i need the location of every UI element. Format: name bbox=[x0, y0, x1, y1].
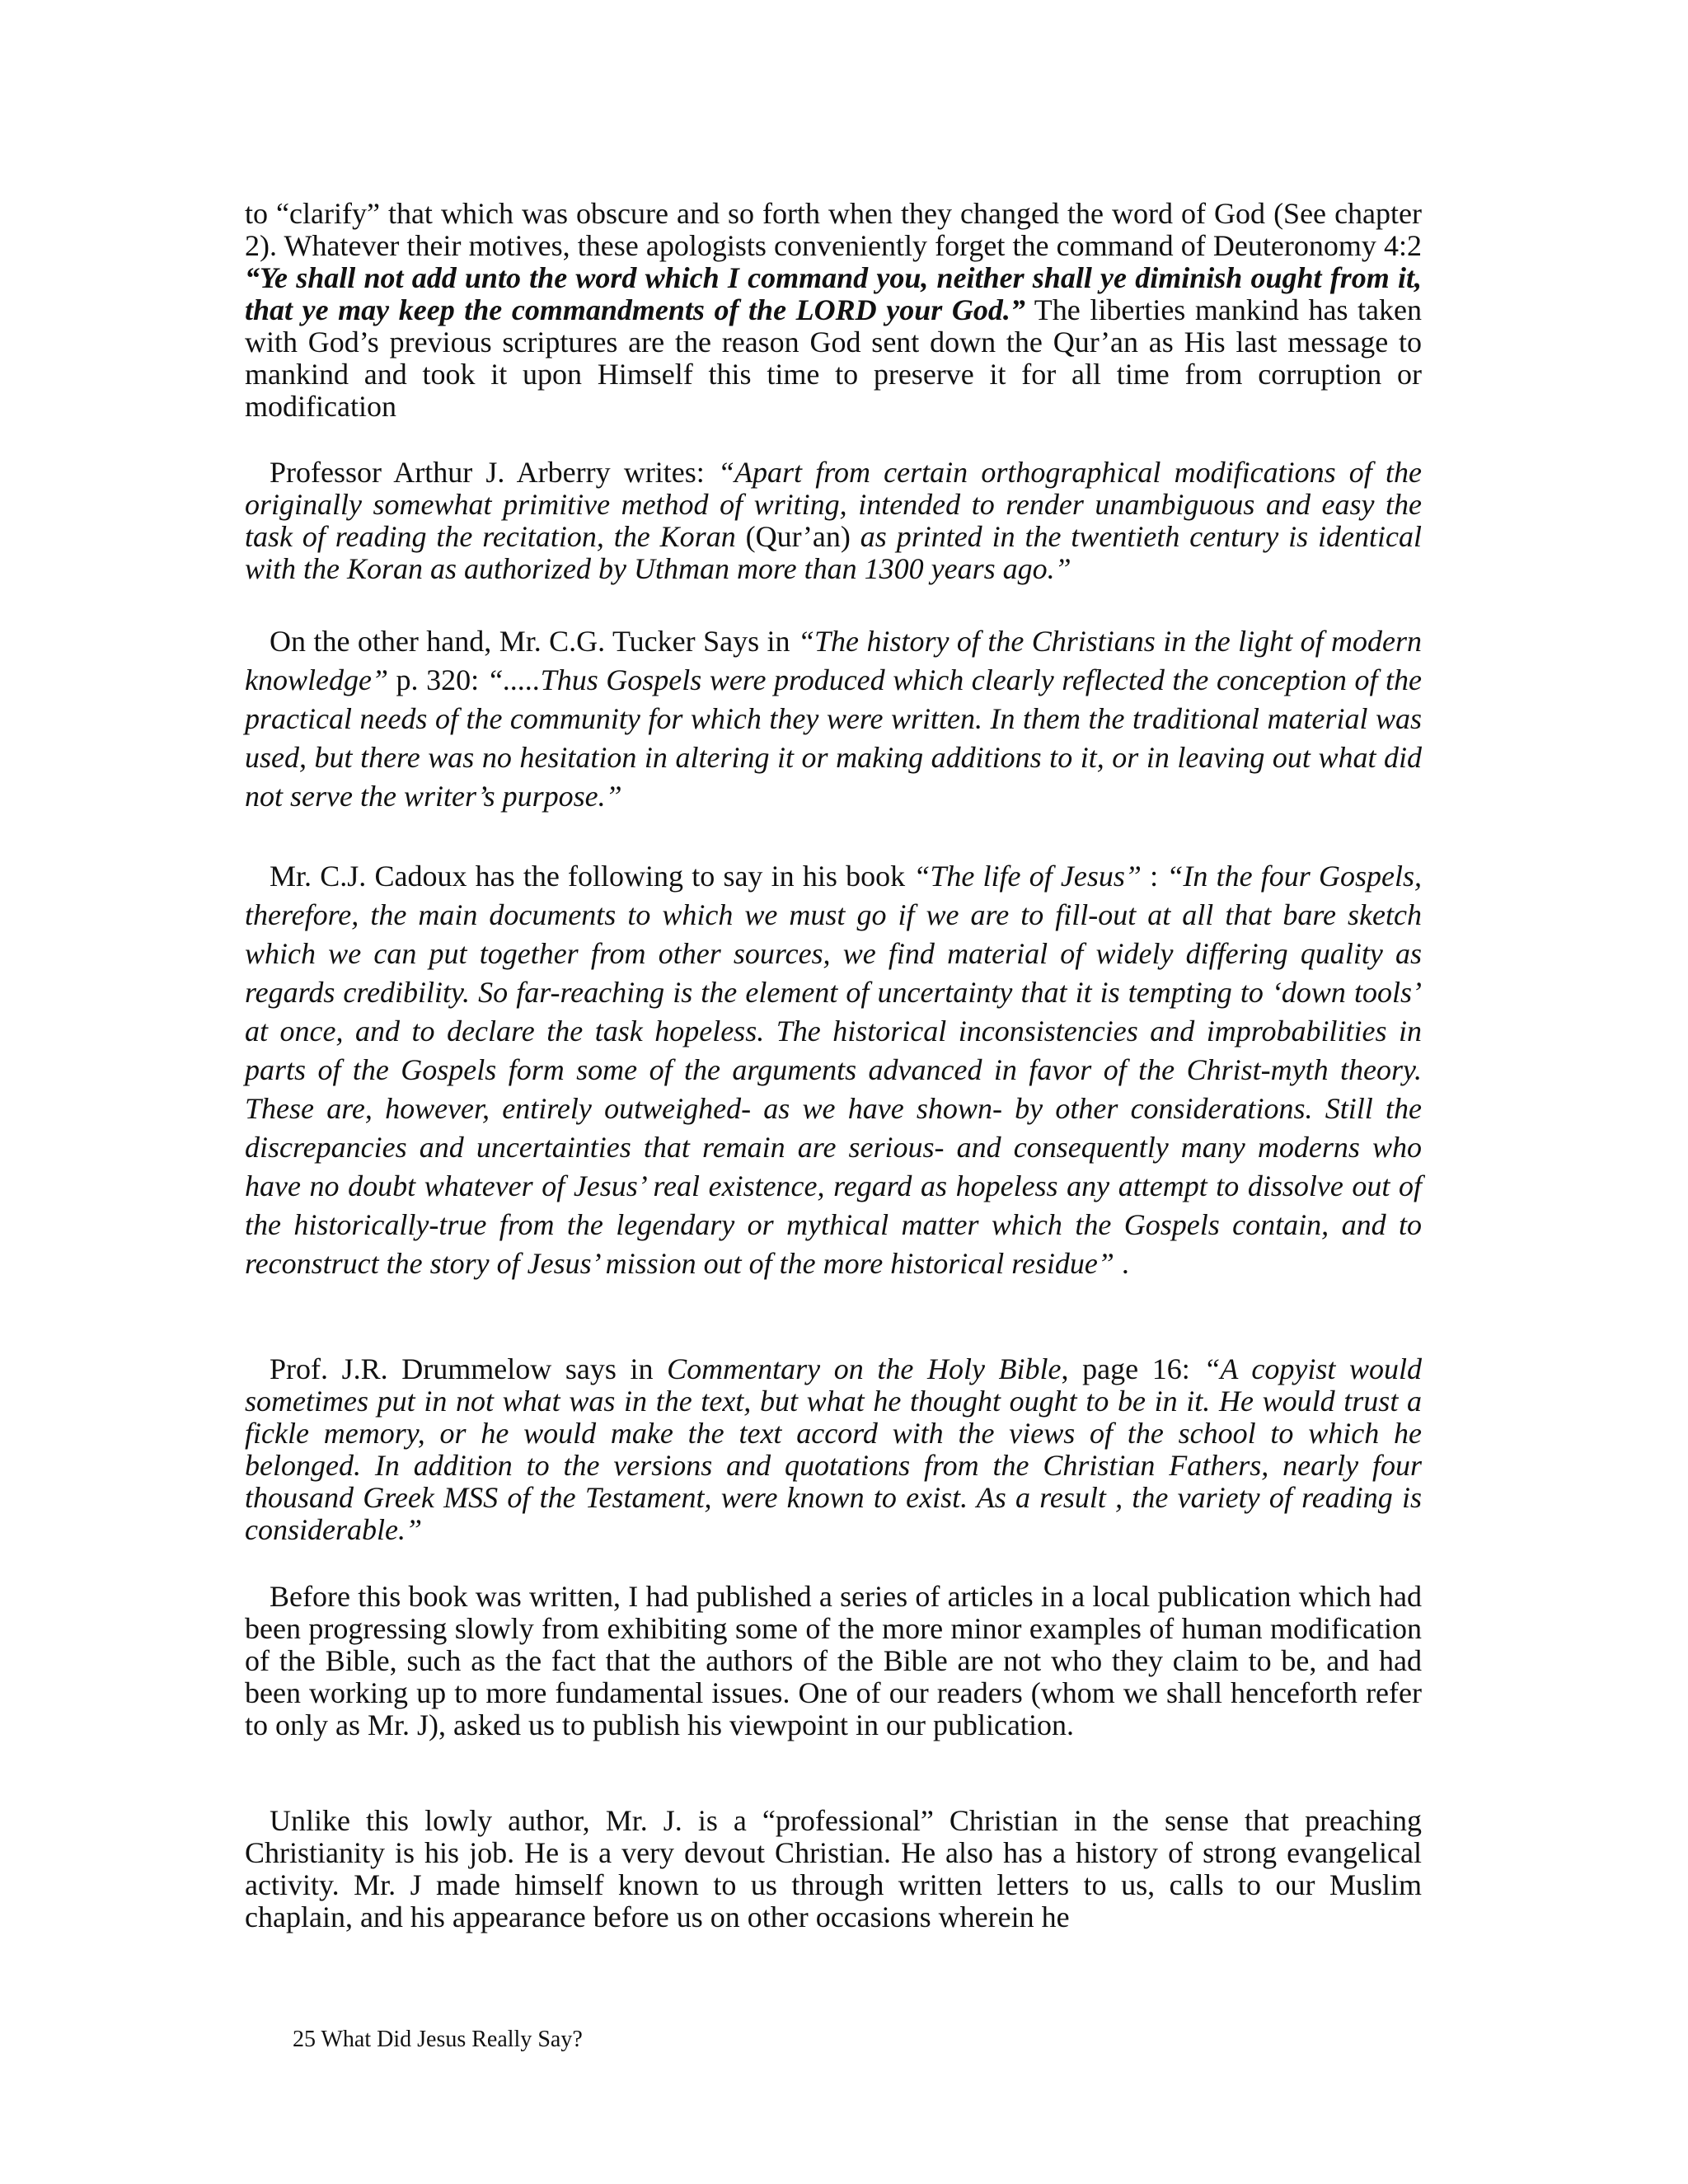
paragraph-background bbox=[245, 1581, 1422, 1741]
book-title: “The history of the Christians in the light of modern knowledge” bbox=[245, 625, 1423, 696]
arberry-quote: as printed in the twentieth century is identical with the Koran as authorized by Uthman more than 1300 years ago.” bbox=[245, 520, 1422, 585]
paragraph-text: Prof. J.R. Drummelow says in bbox=[270, 1352, 668, 1385]
book-title: Commentary on the Holy Bible bbox=[667, 1352, 1062, 1385]
page-footer: 25 What Did Jesus Really Say? bbox=[293, 2027, 583, 2052]
scripture-quote: “Ye shall not add unto the word which I command you, neither shall ye diminish ought from it, that ye may keep the commandments of the LORD your God.” bbox=[245, 261, 1422, 326]
paragraph-text: : bbox=[1141, 860, 1167, 893]
paragraph-deuteronomy bbox=[245, 198, 1422, 423]
paragraph-text: Mr. C.J. Cadoux has the following to say in his book bbox=[270, 860, 914, 893]
arberry-quote: “Apart from certain orthographical modifications of the originally somewhat primitive method of writing, intended to render unambiguous and easy the task of reading the recitation, the Koran bbox=[245, 456, 1423, 553]
paragraph-text: to “clarify” that which was obscure and so forth when they changed the word of God (See chapter 2). Whatever their motives, these apologists conveniently forget the command of Deuteronomy 4:2 bbox=[245, 197, 1422, 262]
paragraph-text: Unlike this lowly author, Mr. J. is a “professional” Christian in the sense that preaching Christianity is his job. He is a very devout Christian. He also has a history of strong evangelical activity. Mr. J made himself known to us through written letters to us, calls to our Muslim chaplain, and his appearance before us on other occasions wherein he bbox=[245, 1804, 1422, 1933]
page-reference: p. 320: bbox=[387, 663, 487, 696]
paragraph-text: Before this book was written, I had published a series of articles in a local publication which had been progressing slowly from exhibiting some of the more minor examples of human modification of the Bible, such as the fact that the authors of the Bible are not who they claim to be, and had been working up to more fundamental issues. One of our readers (whom we shall henceforth refer to only as Mr. J), asked us to publish his viewpoint in our publication. bbox=[245, 1580, 1422, 1741]
paragraph-text: . bbox=[1114, 1247, 1129, 1280]
paragraph-tucker bbox=[245, 622, 1422, 816]
paragraph-arberry bbox=[245, 457, 1422, 585]
paragraph-text: On the other hand, Mr. C.G. Tucker Says in bbox=[270, 625, 798, 658]
paragraph-drummelow bbox=[245, 1353, 1422, 1546]
paragraph-text: Professor Arthur J. Arberry writes: bbox=[270, 456, 719, 489]
page-reference: , page 16: bbox=[1061, 1352, 1204, 1385]
tucker-quote: “.....Thus Gospels were produced which clearly reflected the conception of the practical needs of the community for which they were written. In them the traditional material was used, but there was no hesitation in altering it or making additions to it, or in leaving out what did not serve the writer’s purpose.” bbox=[245, 663, 1422, 813]
book-title: “The life of Jesus” bbox=[913, 860, 1142, 893]
cadoux-quote: “In the four Gospels, therefore, the main documents to which we must go if we are to fill-out at all that bare sketch which we can put together from other sources, we find material of widely differing quality as regards credibility. So far-reaching is the element of uncertainty that it is tempting to ‘down tools’ at once, and to declare the task hopeless. The historical inconsistencies and improbabilities in parts of the Gospels form some of the arguments advanced in favor of the Christ-myth theory. These are, however, entirely outweighed- as we have shown- by other considerations. Still the discrepancies and uncertainties that remain are serious- and consequently many moderns who have no doubt whatever of Jesus’ real existence, regard as hopeless any attempt to dissolve out of the historically-true from the legendary or mythical matter which the Gospels contain, and to reconstruct the story of Jesus’ mission out of the more historical residue” bbox=[245, 860, 1422, 1280]
drummelow-quote: “A copyist would sometimes put in not what was in the text, but what he thought ought to be in it. He would trust a fickle memory, or he would make the text accord with the views of the school to which he belonged. In addition to the versions and quotations from the Christian Fathers, nearly four thousand Greek MSS of the Testament, were known to exist. As a result , the variety of reading is considerable.” bbox=[245, 1352, 1422, 1546]
paragraph-mr-j bbox=[245, 1805, 1422, 1933]
paragraph-text: The liberties mankind has taken with God’s previous scriptures are the reason God sent down the Qur’an as His last message to mankind and took it upon Himself this time to preserve it for all time from corruption or modification bbox=[245, 293, 1423, 423]
paragraph-cadoux bbox=[245, 857, 1422, 1283]
paragraph-text: (Qur’an) bbox=[735, 520, 860, 553]
